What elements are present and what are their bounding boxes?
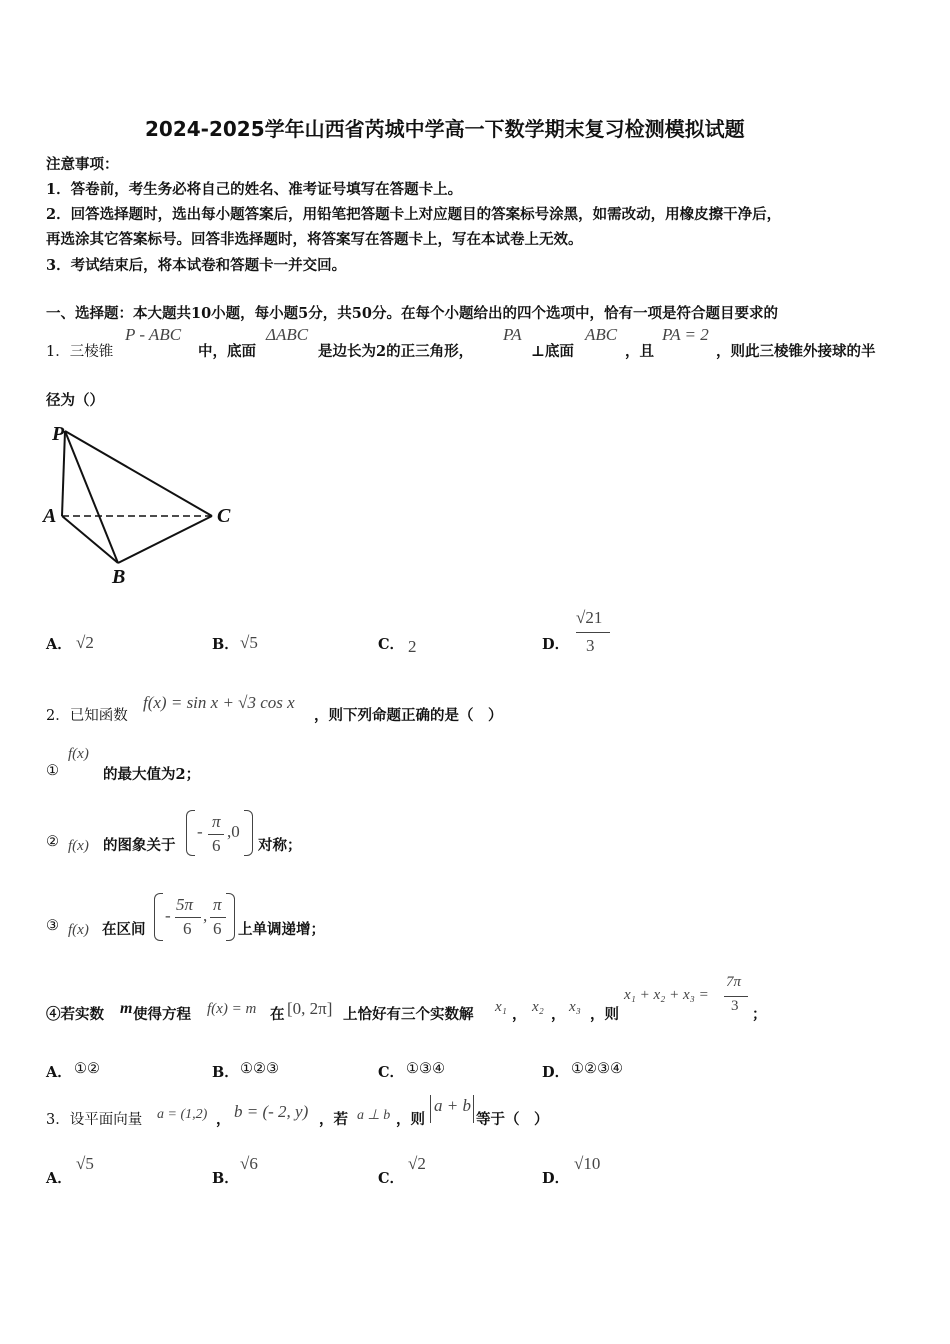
q2-option-d-label: D． [542, 1064, 570, 1081]
q3-comma: ， [216, 1111, 231, 1128]
q2-s4-numerator: 7π [726, 974, 742, 990]
q1-text-5: ，则此三棱锥外接球的半 [716, 343, 876, 360]
q2-stem-tail: ，则下列命题正确的是（ ） [314, 707, 503, 724]
q3-option-d-label: D． [542, 1170, 570, 1187]
q2-s4-text: ④若实数 [46, 1006, 104, 1023]
q2-s3-after: 上单调递增； [238, 921, 325, 938]
q2-option-b-label: B． [212, 1064, 239, 1081]
q2-s4-interval: [0, 2π] [287, 999, 333, 1018]
label-p: P [52, 423, 65, 445]
q1-option-a-label: A． [46, 636, 72, 653]
q3-option-a-label: A． [46, 1170, 72, 1187]
q3-perpendicular: a ⊥ b [357, 1108, 391, 1123]
label-b: B [112, 566, 126, 588]
q2-s4-comma-2: ， [551, 1006, 566, 1023]
page-title: 2024-2025学年山西省芮城中学高一下数学期末复习检测模拟试题 [145, 117, 745, 141]
q3-abs-right-bar [473, 1095, 474, 1123]
notice-line-4: 3．考试结束后，将本试卷和答题卡一并交回。 [46, 257, 347, 274]
q1-text-2: 是边长为2的正三角形， [318, 343, 474, 360]
q3-option-b-value: √6 [240, 1154, 258, 1173]
q3-option-c-label: C． [378, 1170, 405, 1187]
pyramid-figure [40, 418, 240, 588]
q2-s1-mark: ① [46, 763, 59, 779]
q2-function-expr: f(x) = sin x + √3 cos x [143, 693, 295, 712]
q2-s3-numerator-2: π [213, 895, 222, 914]
q2-s4-x3: x₃ [569, 999, 581, 1015]
q1-option-d-numerator: √21 [576, 608, 603, 627]
q2-s3-numerator-1: 5π [176, 895, 194, 914]
q2-s4-text-2: 使得方程 [133, 1006, 191, 1023]
q3-text-2: ，则 [396, 1111, 425, 1128]
q3-option-a-value: √5 [76, 1154, 94, 1173]
notice-heading: 注意事项： [46, 156, 119, 173]
label-c: C [217, 505, 231, 527]
q1-option-b-label: B． [212, 636, 239, 653]
q2-s3-right-paren [226, 893, 235, 941]
q1-option-d-denominator: 3 [586, 636, 595, 655]
q1-expr-abc: ABC [585, 325, 618, 344]
q2-s2-text: 的图象关于 [103, 837, 176, 854]
q1-option-c-value: 2 [408, 637, 417, 656]
q2-option-c-value: ①③④ [406, 1061, 445, 1077]
q3-number: 3．设平面向量 [46, 1112, 143, 1128]
edge-pb [65, 431, 118, 563]
q2-s4-text-3: 上恰好有三个实数解 [343, 1006, 474, 1023]
q2-s2-tail: ,0 [227, 822, 240, 841]
q2-s3-fraction-bar-1 [175, 917, 201, 918]
q2-s2-negative: - [197, 822, 203, 841]
q2-s2-after: 对称； [258, 837, 302, 854]
notice-line-3: 再选涂其它答案标号。回答非选择题时，将答案写在答题卡上，写在本试卷上无效。 [46, 231, 583, 248]
label-a: A [43, 505, 57, 527]
q2-option-a-label: A． [46, 1064, 72, 1081]
q1-option-d-fraction-bar [576, 632, 610, 633]
q2-s3-denominator-2: 6 [213, 919, 222, 938]
q2-s3-text: 在区间 [102, 921, 146, 938]
q1-text-6: 径为（） [46, 392, 104, 409]
q3-abs-left-bar [430, 1095, 431, 1123]
q3-vector-a: a = (1,2) [157, 1107, 208, 1122]
q2-s4-then: ，则 [590, 1006, 619, 1023]
q1-option-d-label: D． [542, 636, 570, 653]
edge-bc [118, 516, 212, 563]
q2-s2-right-paren [244, 810, 253, 856]
q1-option-c-label: C． [378, 636, 405, 653]
q1-text-4: ，且 [625, 343, 654, 360]
q2-s2-numerator: π [212, 812, 221, 831]
q1-text-1: 中，底面 [198, 343, 256, 360]
q1-option-b-value: √5 [240, 633, 258, 652]
q2-s3-comma: , [203, 906, 208, 925]
q2-s4-x1: x₁ [495, 999, 507, 1015]
q2-option-b-value: ①②③ [240, 1061, 279, 1077]
q1-expr-pabc: P - ABC [125, 325, 182, 344]
q1-expr-triangle: ΔABC [266, 325, 309, 344]
edge-pc [65, 431, 212, 516]
q2-s2-fx: f(x) [68, 838, 89, 854]
notice-line-2: 2．回答选择题时，选出每小题答案后，用铅笔把答题卡上对应题目的答案标号涂黑，如需改动，用橡皮擦干净后， [46, 206, 782, 223]
q3-abs-expr: a + b [434, 1096, 471, 1115]
section-heading: 一、选择题：本大题共10小题，每小题5分，共50分。在每个小题给出的四个选项中，恰有一项是符合题目要求的 [46, 305, 778, 322]
q3-text-1: ，若 [319, 1111, 348, 1128]
q2-s3-mark: ③ [46, 918, 59, 934]
q2-s4-in: 在 [270, 1006, 285, 1023]
q2-s1-fx: f(x) [68, 746, 89, 762]
q2-s4-equation: f(x) = m [207, 1001, 257, 1017]
q2-s2-fraction-bar [208, 834, 224, 835]
q3-option-d-value: √10 [574, 1154, 601, 1173]
q2-s2-denominator: 6 [212, 836, 221, 855]
q2-s3-fraction-bar-2 [210, 917, 226, 918]
q2-number: 2．已知函数 [46, 708, 128, 724]
q2-option-d-value: ①②③④ [571, 1061, 623, 1077]
q3-text-3: 等于（ ） [476, 1111, 549, 1128]
q2-s2-left-paren [186, 810, 195, 856]
q2-s4-fraction-bar [724, 996, 748, 997]
q1-option-a-value: √2 [76, 633, 94, 652]
q3-option-c-value: √2 [408, 1154, 426, 1173]
q1-expr-pa-equals: PA = 2 [662, 325, 709, 344]
q1-text-3: ⊥底面 [531, 343, 574, 360]
q2-s4-x2: x₂ [532, 999, 544, 1015]
q2-option-c-label: C． [378, 1064, 405, 1081]
q1-expr-pa: PA [503, 325, 522, 344]
q2-s2-mark: ② [46, 834, 59, 850]
q2-s3-negative: - [165, 906, 171, 925]
q3-vector-b: b = (- 2, y) [234, 1102, 309, 1121]
q2-s4-sum: x₁ + x₂ + x₃ = [624, 987, 709, 1003]
q2-s3-denominator-1: 6 [183, 919, 192, 938]
q2-s1-text: 的最大值为2； [103, 766, 201, 783]
q2-s4-comma-1: ， [512, 1006, 527, 1023]
q2-s4-denominator: 3 [731, 998, 739, 1014]
notice-line-1: 1．答卷前，考生务必将自己的姓名、准考证号填写在答题卡上。 [46, 181, 463, 198]
q2-s3-fx: f(x) [68, 922, 89, 938]
q2-s3-left-paren [154, 893, 163, 941]
q2-s4-m: m [120, 1000, 133, 1017]
q1-number: 1．三棱锥 [46, 344, 114, 360]
q2-option-a-value: ①② [74, 1061, 100, 1077]
q2-s4-end: ； [752, 1006, 767, 1023]
q3-option-b-label: B． [212, 1170, 239, 1187]
